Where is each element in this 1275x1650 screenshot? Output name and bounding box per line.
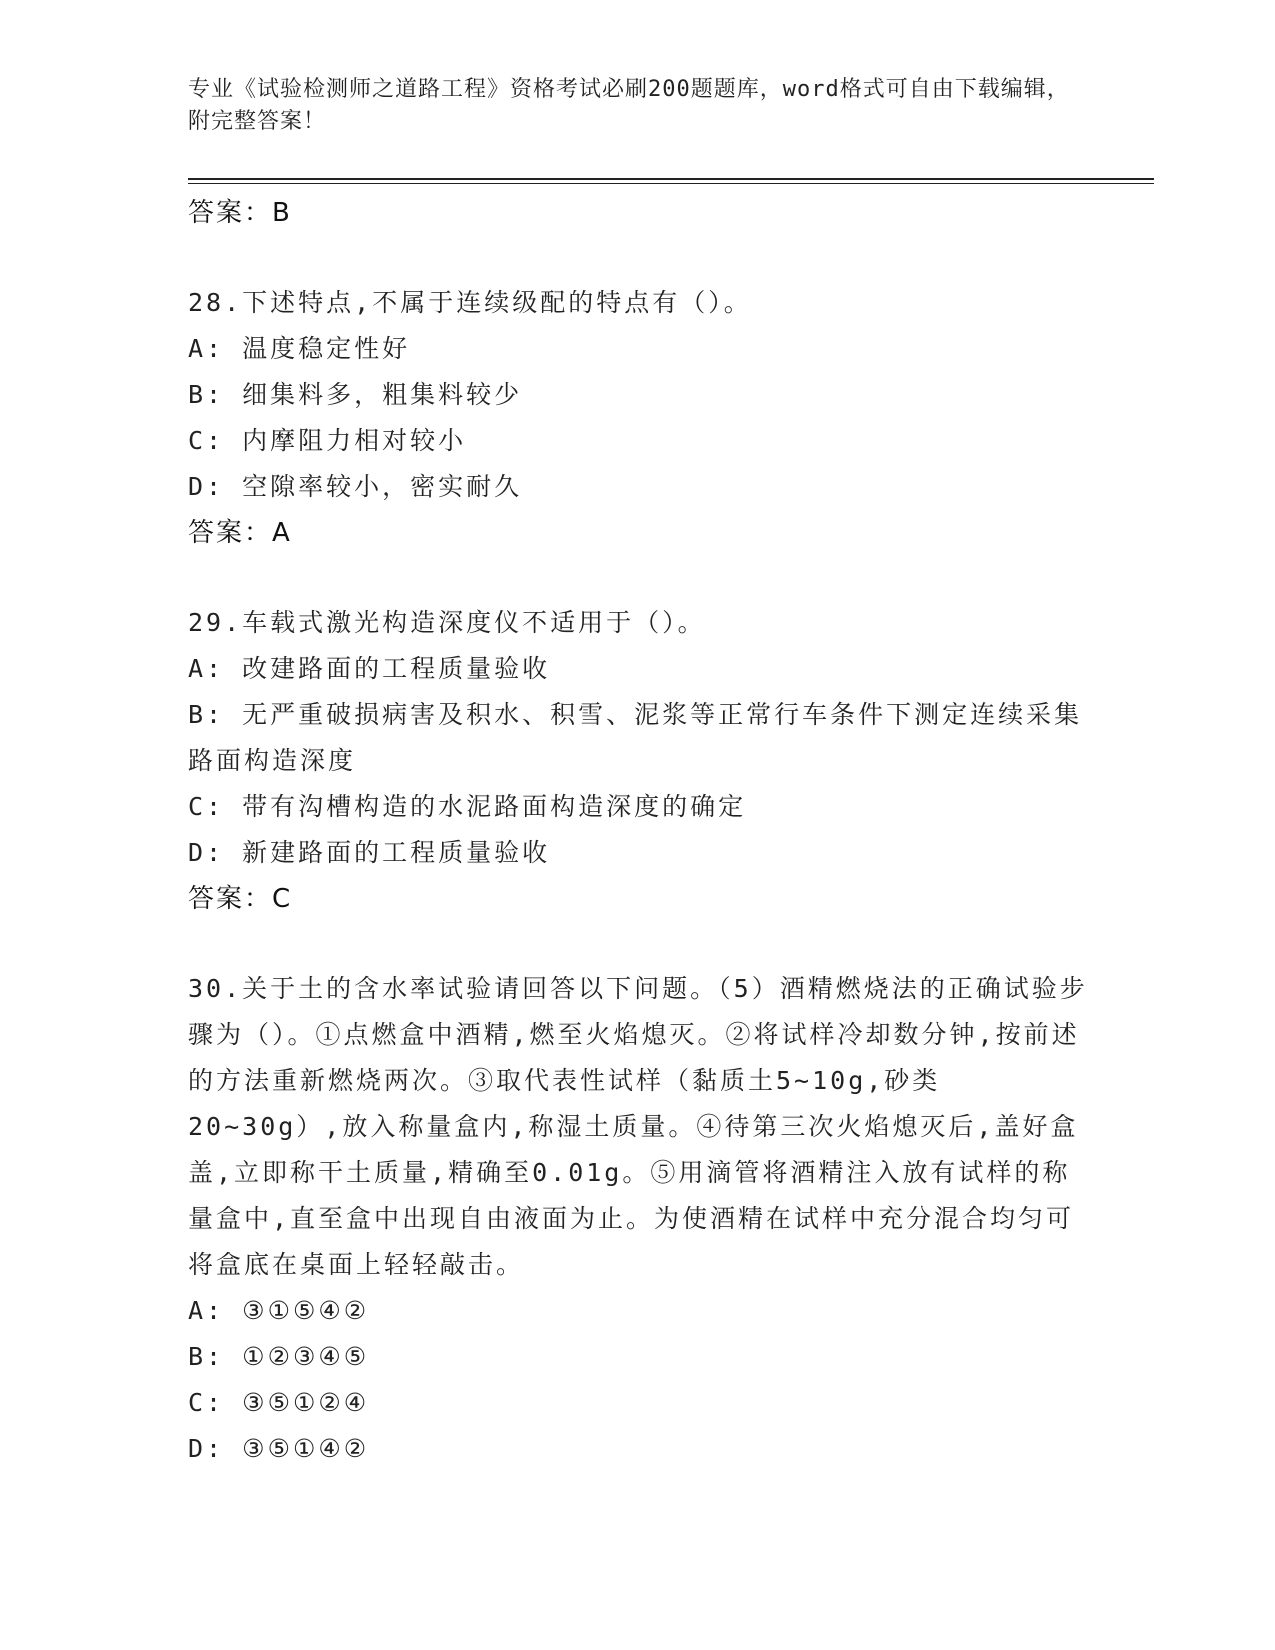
question-block xyxy=(188,966,1088,1472)
question-list xyxy=(188,190,1088,1472)
page-header: 专业《试验检测师之道路工程》资格考试必刷200题题库，word格式可自由下载编辑，附完整答案！ xyxy=(188,77,1070,134)
answer-line: 答案：A xyxy=(188,518,292,548)
question-text: 29.车载式激光构造深度仪不适用于（）。 xyxy=(188,608,706,637)
answer-line: 答案：C xyxy=(188,884,293,914)
option-b: B: ①②③④⑤ xyxy=(188,1342,370,1371)
option-c: C: 带有沟槽构造的水泥路面构造深度的确定 xyxy=(188,792,747,821)
spacer xyxy=(188,922,1088,966)
spacer xyxy=(188,556,1088,600)
question-block xyxy=(188,600,1088,922)
question-block xyxy=(188,280,1088,556)
option-d: D: 新建路面的工程质量验收 xyxy=(188,838,551,867)
option-b: B: 细集料多，粗集料较少 xyxy=(188,380,523,409)
option-a: A: ③①⑤④② xyxy=(188,1296,370,1325)
option-c: C: 内摩阻力相对较小 xyxy=(188,426,467,455)
answer-line: 答案：B xyxy=(188,198,292,228)
option-a: A: 温度稳定性好 xyxy=(188,334,411,363)
header-divider-thin xyxy=(188,183,1154,184)
option-a: A: 改建路面的工程质量验收 xyxy=(188,654,551,683)
spacer xyxy=(188,236,1088,280)
option-d: D: ③⑤①④② xyxy=(188,1434,370,1463)
header-divider-thick xyxy=(188,178,1154,180)
question-text: 30.关于土的含水率试验请回答以下问题。（5）酒精燃烧法的正确试验步骤为（）。①点燃盒中酒精,燃至火焰熄灭。②将试样冷却数分钟,按前述的方法重新燃烧两次。③取代表性试样（黏质土5~10g,砂类20~30g）,放入称量盒内,称湿土质量。④待第三次火焰熄灭后,盖好盒盖,立即称干土质量,精确至0.01g。⑤用滴管将酒精注入放有试样的称量盒中,直至盒中出现自由液面为止。为使酒精在试样中充分混合均匀可将盒底在桌面上轻轻敲击。 xyxy=(188,974,1088,1279)
question-text: 28.下述特点,不属于连续级配的特点有（）。 xyxy=(188,288,752,317)
option-b: B: 无严重破损病害及积水、积雪、泥浆等正常行车条件下测定连续采集路面构造深度 xyxy=(188,700,1083,775)
option-d: D: 空隙率较小，密实耐久 xyxy=(188,472,523,501)
option-c: C: ③⑤①②④ xyxy=(188,1388,370,1417)
